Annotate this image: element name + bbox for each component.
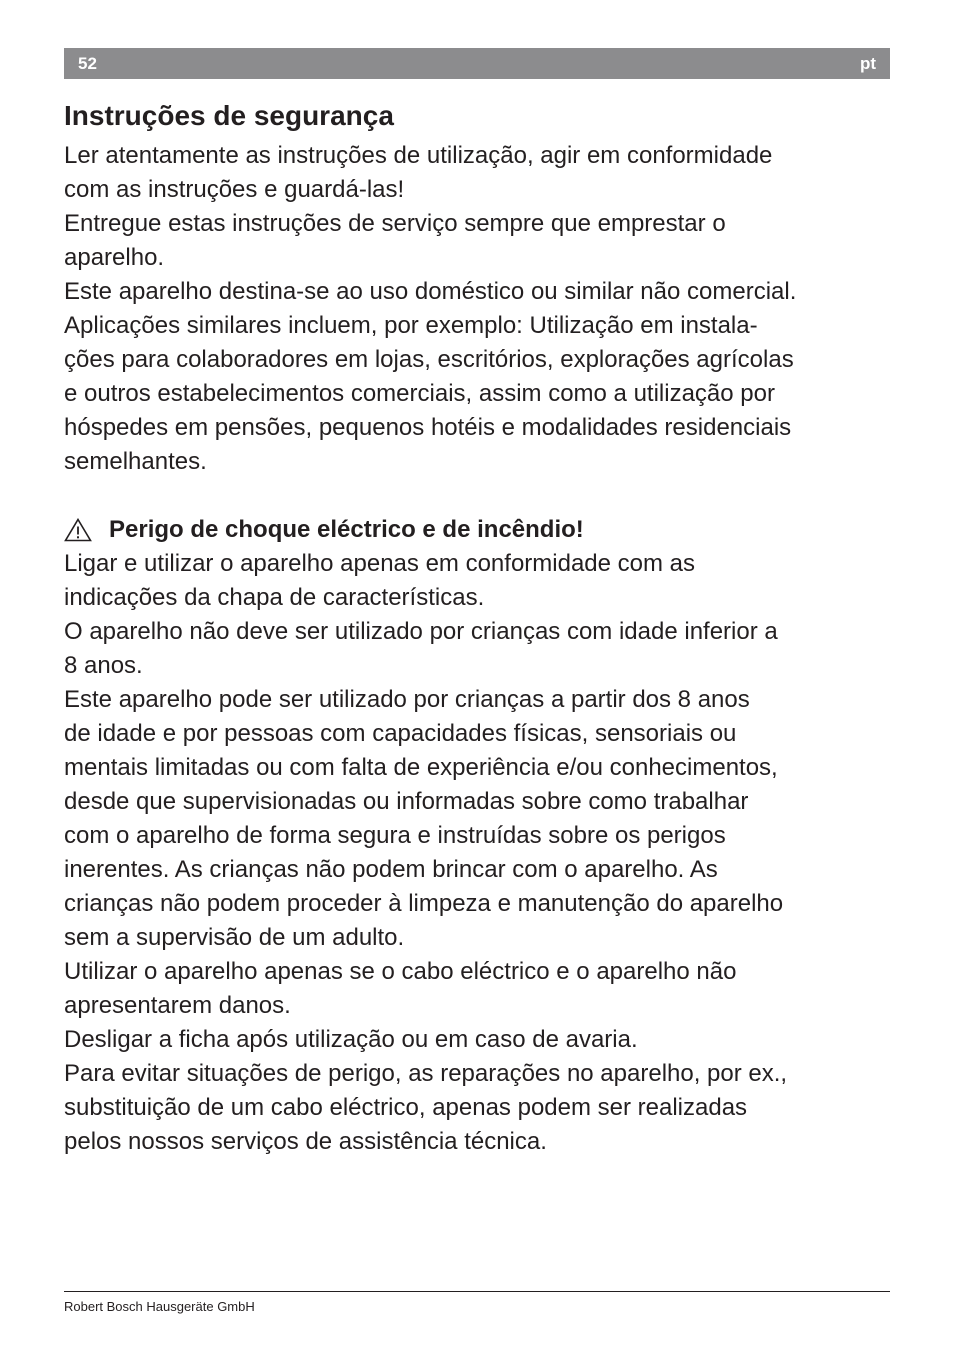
warning-section xyxy=(64,513,904,1159)
warning-heading-row xyxy=(64,513,904,547)
warning-line: indicações da chapa de características. xyxy=(64,584,485,611)
warning-line: Utilizar o aparelho apenas se o cabo eléctrico e o aparelho não xyxy=(64,958,737,985)
warning-triangle-icon xyxy=(64,518,92,542)
footer-divider xyxy=(64,1291,890,1292)
warning-line: crianças não podem proceder à limpeza e manutenção do aparelho xyxy=(64,890,784,917)
warning-line: pelos nossos serviços de assistência técnica. xyxy=(64,1128,547,1155)
warning-heading: Perigo de choque eléctrico e de incêndio! xyxy=(109,516,584,543)
intro-line: semelhantes. xyxy=(64,448,207,475)
intro-line: Aplicações similares incluem, por exemplo: Utilização em instala- xyxy=(64,312,758,339)
warning-line: com o aparelho de forma segura e instruídas sobre os perigos xyxy=(64,822,726,849)
intro-line: Este aparelho destina-se ao uso doméstico ou similar não comercial. xyxy=(64,278,797,305)
warning-line: desde que supervisionadas ou informadas sobre como trabalhar xyxy=(64,788,749,815)
warning-line: O aparelho não deve ser utilizado por crianças com idade inferior a xyxy=(64,618,778,645)
warning-line: substituição de um cabo eléctrico, apenas podem ser realizadas xyxy=(64,1094,748,1121)
warning-line: apresentarem danos. xyxy=(64,992,291,1019)
intro-line: ções para colaboradores em lojas, escritórios, explorações agrícolas xyxy=(64,346,794,373)
warning-line: de idade e por pessoas com capacidades físicas, sensoriais ou xyxy=(64,720,737,747)
intro-paragraphs xyxy=(64,139,904,479)
page-number: 52 xyxy=(78,54,97,73)
footer-company: Robert Bosch Hausgeräte GmbH xyxy=(64,1299,255,1314)
warning-line: Ligar e utilizar o aparelho apenas em conformidade com as xyxy=(64,550,696,577)
intro-line: Ler atentamente as instruções de utilização, agir em conformidade xyxy=(64,142,773,169)
intro-line: hóspedes em pensões, pequenos hotéis e modalidades residenciais xyxy=(64,414,792,441)
warning-line: 8 anos. xyxy=(64,652,143,679)
page-header-bar xyxy=(64,48,890,79)
warning-line: Desligar a ficha após utilização ou em caso de avaria. xyxy=(64,1026,638,1053)
intro-line: e outros estabelecimentos comerciais, assim como a utilização por xyxy=(64,380,775,407)
warning-line: inerentes. As crianças não podem brincar com o aparelho. As xyxy=(64,856,718,883)
intro-line: aparelho. xyxy=(64,244,165,271)
section-title: Instruções de segurança xyxy=(64,100,394,131)
intro-line: com as instruções e guardá-las! xyxy=(64,176,405,203)
warning-line: Este aparelho pode ser utilizado por crianças a partir dos 8 anos xyxy=(64,686,750,713)
intro-line: Entregue estas instruções de serviço sempre que emprestar o xyxy=(64,210,726,237)
warning-line: sem a supervisão de um adulto. xyxy=(64,924,405,951)
warning-line: Para evitar situações de perigo, as reparações no aparelho, por ex., xyxy=(64,1060,788,1087)
warning-line: mentais limitadas ou com falta de experiência e/ou conhecimentos, xyxy=(64,754,778,781)
language-code: pt xyxy=(859,54,876,73)
